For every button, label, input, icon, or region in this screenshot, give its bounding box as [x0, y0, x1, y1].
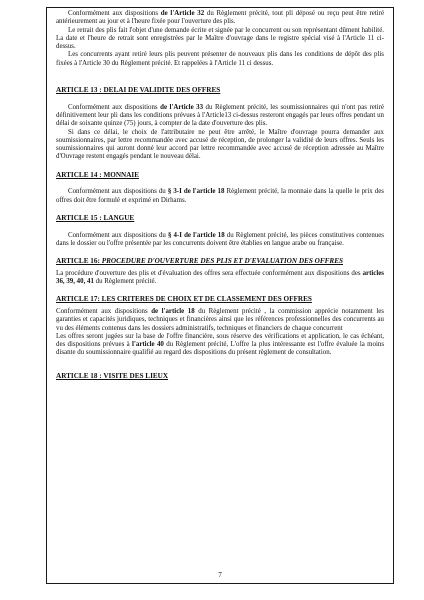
article-16-heading: ARTICLE 16: PROCEDURE D'OUVERTURE DES PLIS ET D'EVALUATION DES OFFRES: [56, 257, 343, 266]
article-13-paragraph-1: Conformément aux dispositions de l'Article 33 du Règlement précité, les soumissionnaires qui n'ont pas retiré définitivement leur pli dans les conditions prévues à l'Article13 ci-dessus resteront engagés par leurs offres pendant un délai de soixante quinze (75) jours, à compter de la date d'ouverture des plis.: [56, 103, 384, 128]
article-14-paragraph-1: Conformément aux dispositions du § 3-I de l'article 18 Règlement précité, la monnaie dans la quelle le prix des offres doit être formulé et exprimé en Dirhams.: [56, 188, 384, 204]
article-17-paragraph-2: Les offres seront jugées sur la base de l'offre financière, sous réserve des vérifications et application, le cas échéant, des dispositions prévues à l'article 40 du Règlement précité, L'offre la plus intéressante est l'offre évaluée la moins disante du soumissionnaire qualifié au regard des dispositions du présent règlement de consultation.: [56, 332, 384, 357]
article-15-paragraph-1: Conformément aux dispositions du § 4-I de l'article 18 du Règlement précité, les pièces constitutives contenues dans le dossier ou l'offre présentée par les concurrents doivent être établies en langue arabe ou française.: [56, 231, 384, 247]
document-page: [46, 7, 394, 584]
page-content: [56, 10, 384, 565]
article-14-heading: ARTICLE 14 : MONNAIE: [56, 170, 140, 179]
article-16-paragraph-1: La procédure d'ouverture des plis et d'évaluation des offres sera effectuée conformément aux dispositions des articles 36, 39, 40, 41 du Règlement précité.: [56, 269, 384, 286]
article-13-heading: ARTICLE 13 : DELAI DE VALIDITE DES OFFRES: [56, 86, 221, 95]
article-17-paragraph-1: Conformément aux dispositions de l'article 18 du Règlement précité , la commission apprécie notamment les garanties et capacités juridiques, techniques et financières ainsi que les références professionnelles des concurrents au vu des éléments contenus dans les dossiers administratifs, techniques et financiers de chaque concurrent: [56, 307, 384, 332]
withdrawal-paragraph-2: Le retrait des plis fait l'objet d'une demande écrite et signée par le concurrent ou son représentant dûment habilité. La date et l'heure de retrait sont enregistrées par le Maître d'ouvrage dans le registre spécial visé à l'Article 11 ci-dessus.: [56, 26, 384, 51]
article-18-heading: ARTICLE 18 : VISITE DES LIEUX: [56, 371, 169, 380]
article-13-paragraph-2: Si dans ce délai, le choix de l'attributaire ne peut être arrêté, le Maître d'ouvrage pourra demander aux soumissionnaires, par lettre recommandée avec accusé de réception, de prolonger la validité de leurs offres. Seuls les soumissionnaires qui auront donné leur accord par lettre recommandée avec accusé de réception adressée au Maître d'Ouvrage restent engagés pendant le nouveau délai.: [56, 128, 384, 161]
article-15-heading: ARTICLE 15 : LANGUE: [56, 213, 135, 222]
page-number: 7: [218, 571, 222, 579]
withdrawal-paragraph-3: Les concurrents ayant retiré leurs plis peuvent présenter de nouveaux plis dans les conditions de dépôt des plis fixées à l'Article 30 du Règlement précité. Et rappelées à l'Article 11 ci dessus.: [56, 51, 384, 67]
withdrawal-paragraph-1: Conformément aux dispositions de l'Article 32 du Règlement précité, tout pli déposé ou reçu peut être retiré antérieurement au jour et à l'heure fixée pour l'ouverture des plis.: [56, 10, 384, 26]
article-17-heading: ARTICLE 17: LES CRITERES DE CHOIX ET DE CLASSEMENT DES OFFRES: [56, 295, 312, 304]
